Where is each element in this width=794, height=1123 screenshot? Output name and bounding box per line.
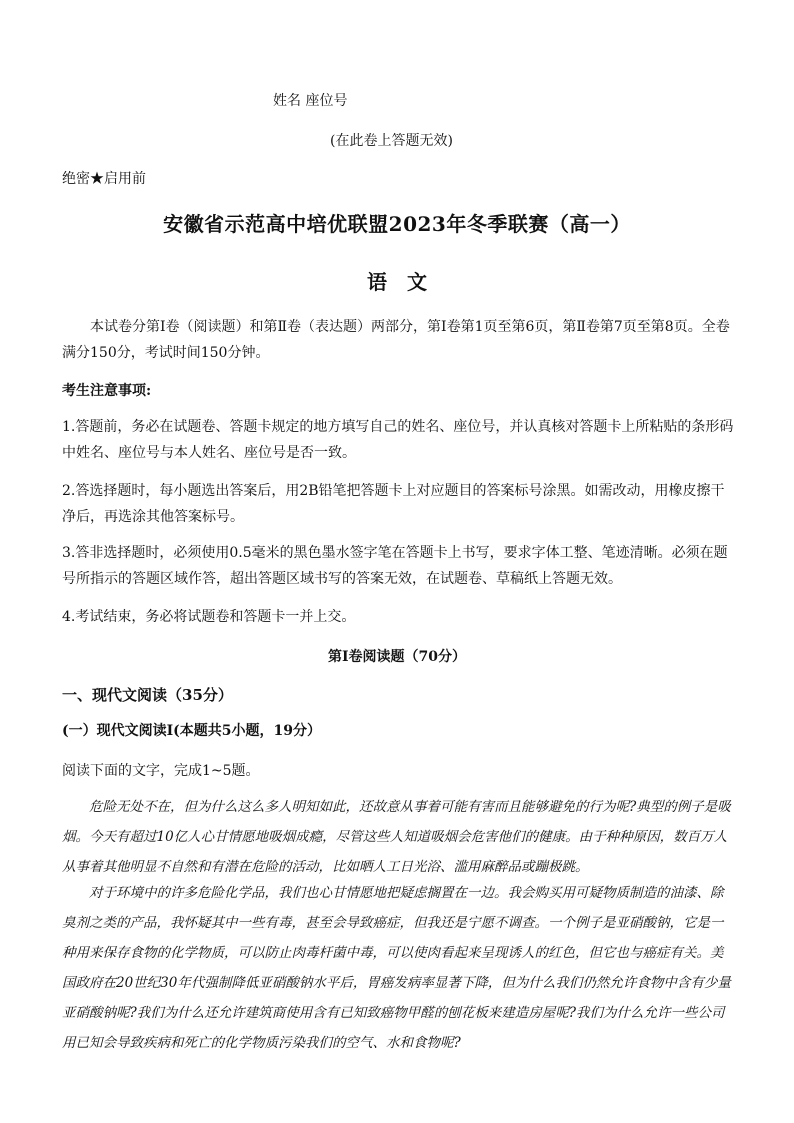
notice-item: 3.答非选择题时，必须使用0.5毫米的黑色墨水签字笔在答题卡上书写，要求字体工整、笔迹清晰。必须在题号所指示的答题区域作答，超出答题区域书写的答案无效，在试题卷、草稿纸上答题无效。 (62, 545, 728, 587)
name-seat-field: 姓名 座位号 (273, 93, 348, 109)
secret-label: 绝密★启用前 (62, 171, 146, 187)
section-heading: 一、现代文阅读（35分） (62, 686, 233, 704)
subject-title: 语 文 (367, 270, 427, 294)
notice-item: 4.考试结束，务必将试题卷和答题卡一并上交。 (62, 609, 356, 625)
notice-item: 2.答选择题时，每小题选出答案后，用2B铅笔把答题卡上对应题目的答案标号涂黑。如需改动，用橡皮擦干净后，再选涂其他答案标号。 (62, 483, 725, 525)
passage-paragraph: 对于环境中的许多危险化学品，我们也心甘情愿地把疑虑搁置在一边。我会购买用可疑物质制造的油漆、除臭剂之类的产品，我怀疑其中一些有毒，甚至会导致癌症，但我还是宁愿不调查。一个例子是亚硝酸钠，它是一种用来保存食物的化学物质，可以防止肉毒杆菌中毒，可以使肉看起来呈现诱人的红色，但它也与癌症有关。美国政府在20世纪30年代强制降低亚硝酸钠水平后，胃癌发病率显著下降，但为什么我们仍然允许食物中含有少量亚硝酸钠呢?我们为什么还允许建筑商使用含有已知致癌物甲醛的刨花板来建造房屋呢?我们为什么允许一些公司用已知会导致疾病和死亡的化学物质污染我们的空气、水和食物呢? (62, 885, 731, 1051)
reading-instruction: 阅读下面的文字，完成1~5题。 (62, 763, 260, 779)
subsection-heading: (一）现代文阅读Ⅰ(本题共5小题，19分） (62, 723, 322, 739)
notice-heading: 考生注意事项: (62, 383, 152, 399)
passage-paragraph: 危险无处不在，但为什么这么多人明知如此，还故意从事着可能有害而且能够避免的行为呢?典型的例子是吸烟。今天有超过10亿人心甘情愿地吸烟成瘾，尽管这些人知道吸烟会危害他们的健康。由于种种原因，数百万人从事着其他明显不自然和有潜在危险的活动，比如晒人工日光浴、滥用麻醉品或蹦极跳。 (62, 799, 731, 875)
exam-title: 安徽省示范高中培优联盟2023年冬季联赛（高一） (163, 212, 631, 236)
part-heading: 第Ⅰ卷阅读题（70分） (327, 649, 467, 665)
invalid-note: (在此卷上答题无效) (330, 133, 453, 149)
notice-item: 1.答题前，务必在试题卷、答题卡规定的地方填写自己的姓名、座位号，并认真核对答题卡上所粘贴的条形码中姓名、座位号与本人姓名、座位号是否一致。 (62, 419, 734, 461)
intro-paragraph: 本试卷分第Ⅰ卷（阅读题）和第Ⅱ卷（表达题）两部分，第Ⅰ卷第1页至第6页，第Ⅱ卷第7页至第8页。全卷满分150分，考试时间150分钟。 (62, 319, 730, 361)
